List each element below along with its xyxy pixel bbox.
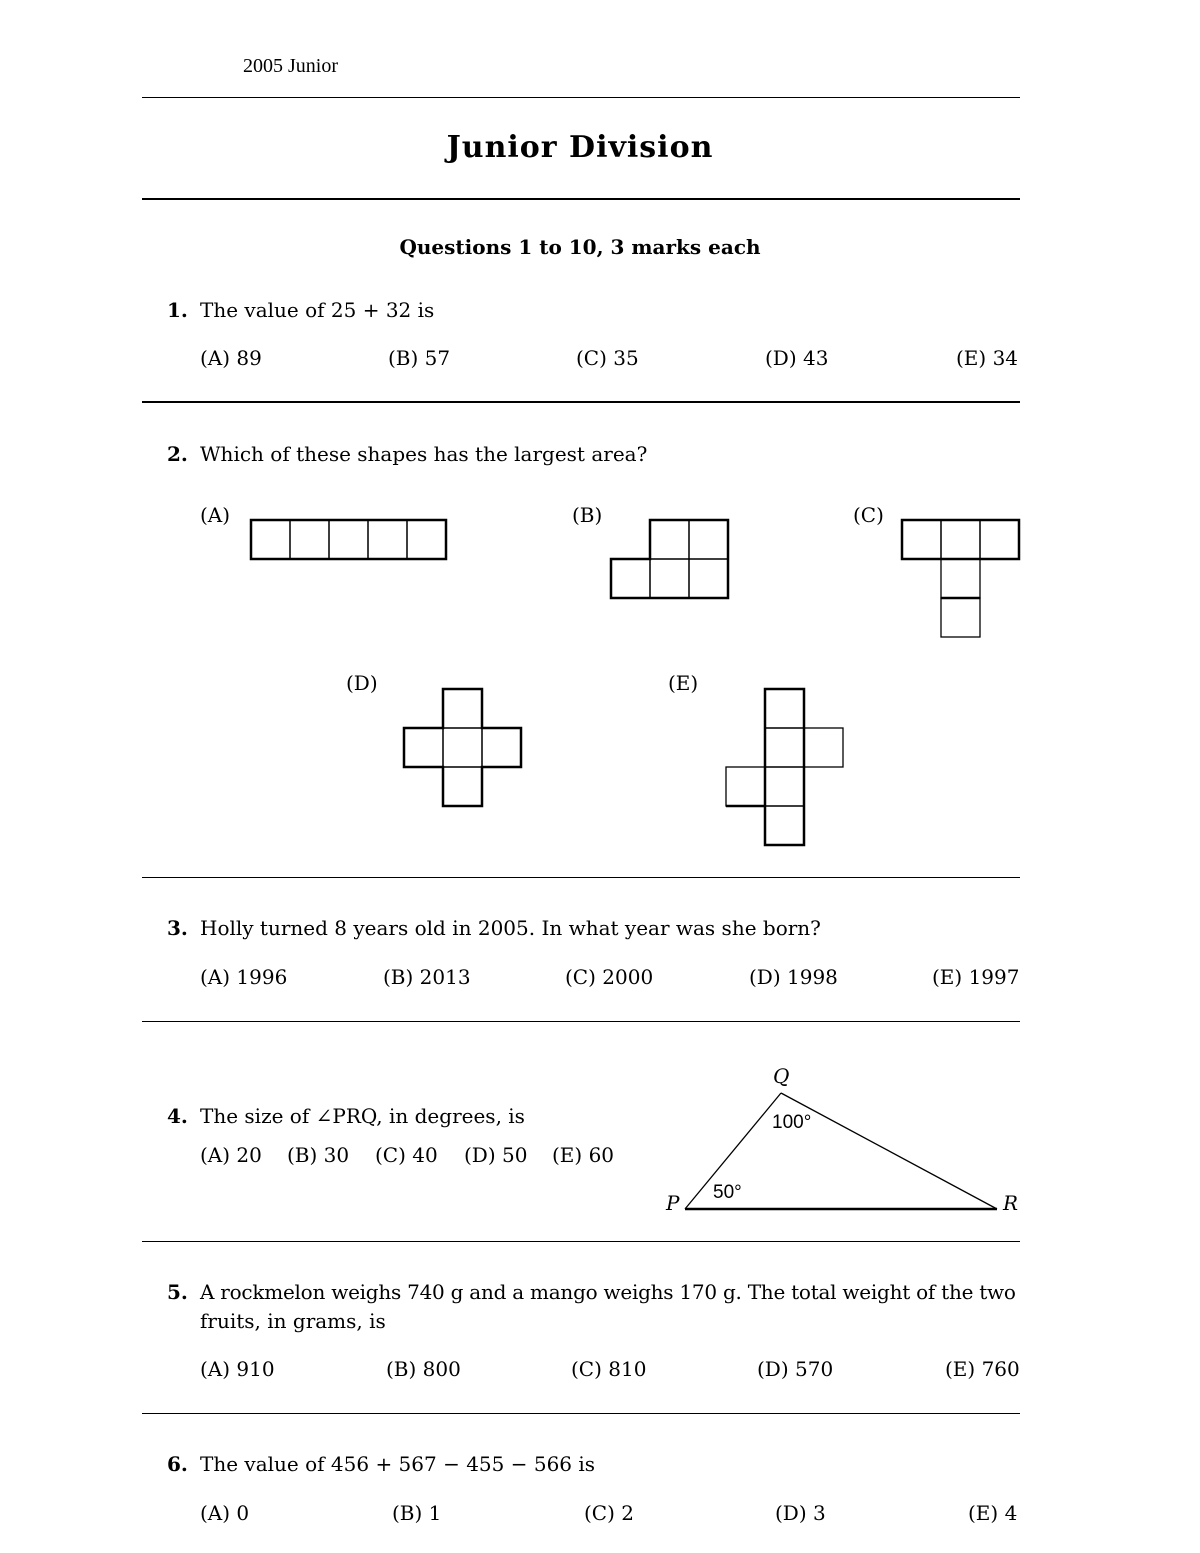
option-e[interactable]: (E) 1997 (932, 965, 1020, 989)
shape-b-label: (B) (572, 503, 603, 527)
question-text: Holly turned 8 years old in 2005. In what year was she born? (200, 916, 821, 940)
option-a[interactable]: (A) 1996 (200, 965, 288, 989)
option-b[interactable]: (B) 1 (392, 1501, 442, 1525)
question-number: 3. (167, 916, 188, 940)
question-text: The size of ∠PRQ, in degrees, is (200, 1104, 525, 1128)
question-text-line2: fruits, in grams, is (200, 1309, 386, 1333)
question-number: 5. (167, 1280, 188, 1304)
shape-a-label: (A) (200, 503, 231, 527)
option-b[interactable]: (B) 800 (386, 1357, 461, 1381)
question-text-line1: A rockmelon weighs 740 g and a mango weighs 170 g. The total weight of the two (200, 1280, 1016, 1304)
option-b[interactable]: (B) 30 (287, 1143, 350, 1167)
question-text: The value of 456 + 567 − 455 − 566 is (200, 1452, 596, 1476)
vertex-p-label: P (666, 1191, 680, 1215)
option-a[interactable]: (A) 0 (200, 1501, 250, 1525)
option-e[interactable]: (E) 60 (552, 1143, 615, 1167)
angle-q-label: 100° (772, 1112, 812, 1133)
option-b[interactable]: (B) 57 (388, 346, 451, 370)
option-c[interactable]: (C) 2000 (565, 965, 654, 989)
option-d[interactable]: (D) 3 (775, 1501, 826, 1525)
option-e[interactable]: (E) 34 (956, 346, 1019, 370)
option-e[interactable]: (E) 760 (945, 1357, 1020, 1381)
question-number: 1. (167, 298, 188, 322)
option-c[interactable]: (C) 40 (375, 1143, 438, 1167)
option-a[interactable]: (A) 20 (200, 1143, 262, 1167)
question-text: The value of 25 + 32 is (200, 298, 435, 322)
vertex-r-label: R (1003, 1191, 1019, 1215)
page-header: 2005 Junior (243, 55, 338, 77)
option-c[interactable]: (C) 35 (576, 346, 639, 370)
question-divider (142, 1241, 1020, 1242)
option-c[interactable]: (C) 2 (584, 1501, 634, 1525)
question-text: Which of these shapes has the largest area? (200, 442, 648, 466)
option-d[interactable]: (D) 1998 (749, 965, 838, 989)
option-a[interactable]: (A) 910 (200, 1357, 275, 1381)
option-c[interactable]: (C) 810 (571, 1357, 647, 1381)
angle-p-label: 50° (713, 1182, 742, 1203)
vertex-q-label: Q (773, 1064, 790, 1088)
shape-d-label: (D) (346, 671, 378, 695)
option-d[interactable]: (D) 50 (464, 1143, 528, 1167)
option-b[interactable]: (B) 2013 (383, 965, 471, 989)
option-e[interactable]: (E) 4 (968, 1501, 1018, 1525)
question-divider (142, 1413, 1020, 1414)
question-number: 2. (167, 442, 188, 466)
shape-e-label: (E) (668, 671, 699, 695)
option-a[interactable]: (A) 89 (200, 346, 262, 370)
question-number: 6. (167, 1452, 188, 1476)
question-number: 4. (167, 1104, 188, 1128)
option-d[interactable]: (D) 43 (765, 346, 829, 370)
section-subheading: Questions 1 to 10, 3 marks each (399, 235, 761, 259)
page-title: Junior Division (446, 130, 714, 165)
shape-c-label: (C) (853, 503, 884, 527)
option-d[interactable]: (D) 570 (757, 1357, 834, 1381)
